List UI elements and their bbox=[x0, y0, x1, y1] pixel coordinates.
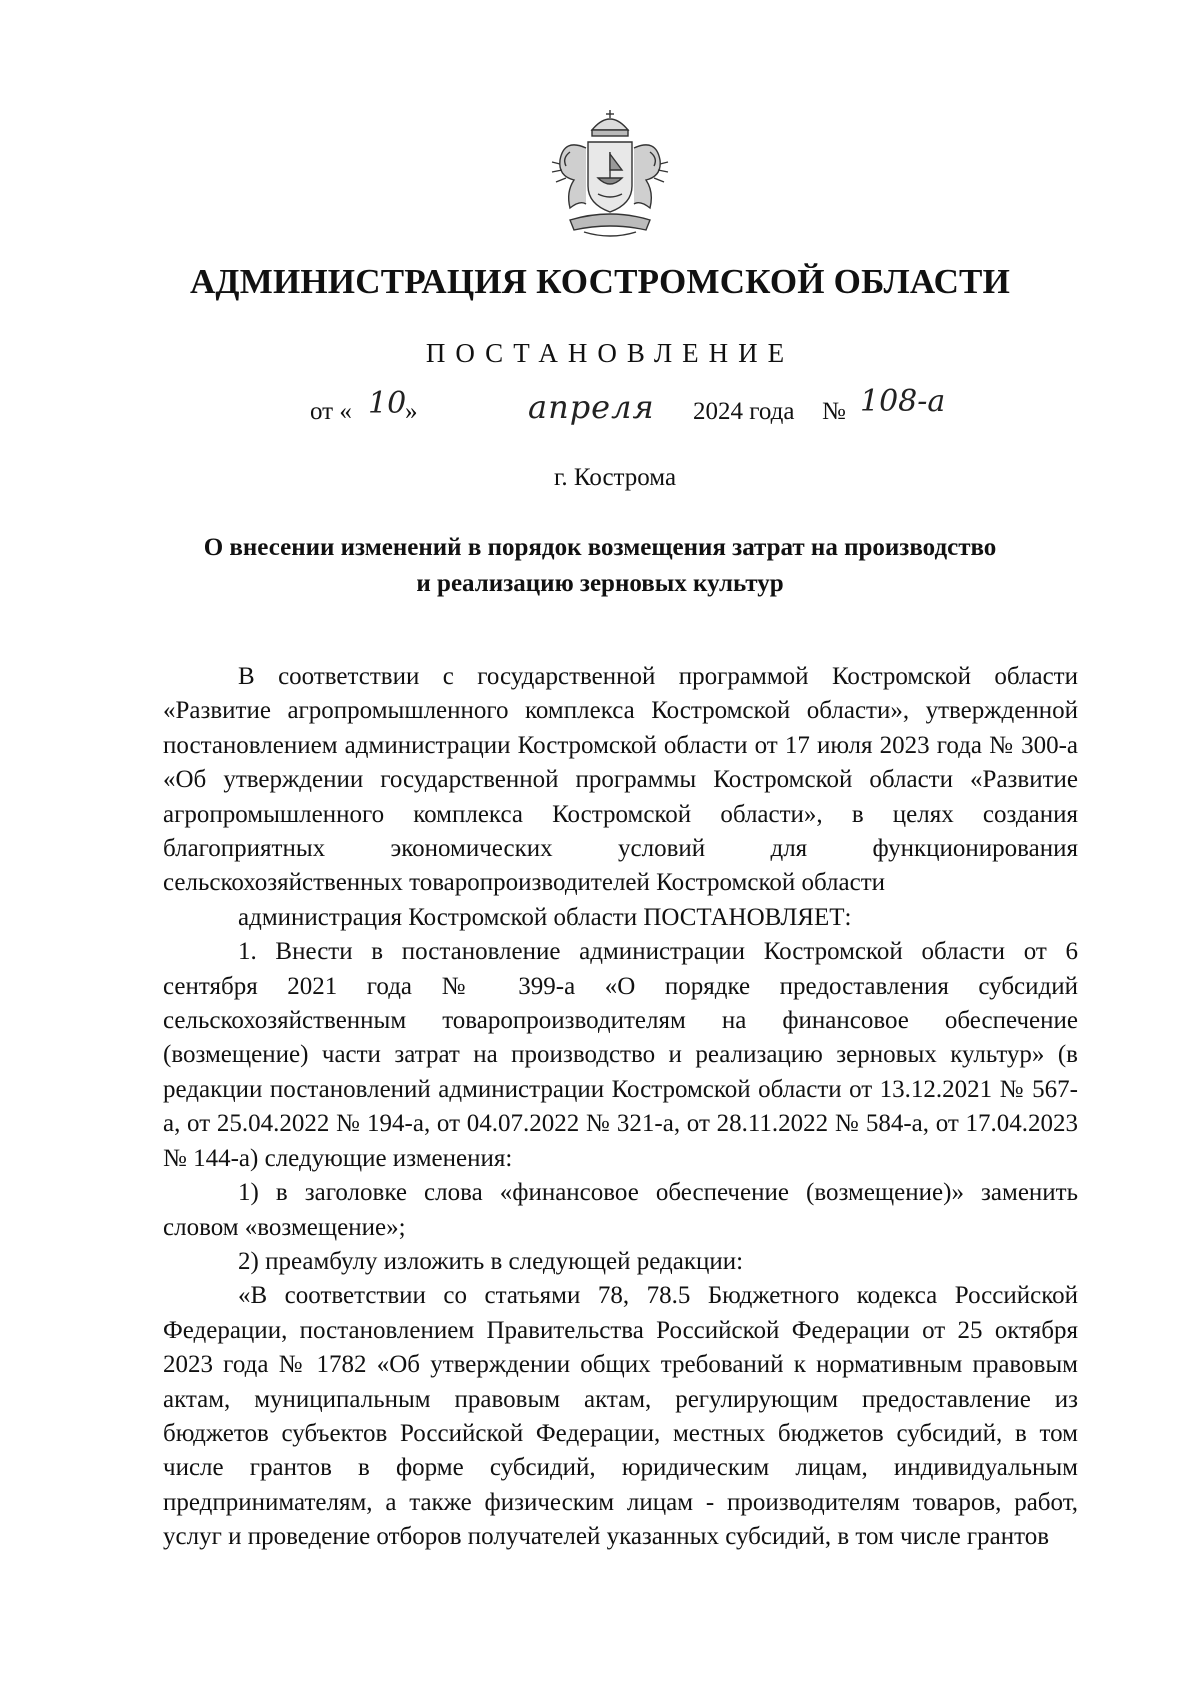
date-closing-quote: » bbox=[405, 398, 418, 425]
paragraph-item-1: 1. Внести в постановление администрации Костромской области от 6 сентября 2021 года № 399-а «О порядке предоставления субсидий сельскохозяйственным товаропроизводителям на финансовое обеспечение (возмещение) части затрат на производство и реализацию зерновых культур» (в редакции постановлений администрации Костромской области от 13.12.2021 № 567-а, от 25.04.2022 № 194-а, от 04.07.2022 № 321-а, от 28.11.2022 № 584-а, от 17.04.2023 № 144-а) следующие изменения: bbox=[163, 938, 1078, 1172]
date-day-handwritten: 10 bbox=[368, 386, 407, 421]
paragraph-new-preamble: «В соответствии со статьями 78, 78.5 Бюджетного кодекса Российской Федерации, постановлением Правительства Российской Федерации от 25 октября 2023 года № 1782 «Об утверждении общих требований к нормативным правовым актам, муниципальным правовым актам, регулирующим предоставление из бюджетов субъектов Российской Федерации, местных бюджетов субсидий, в том числе грантов в форме субсидий, юридическим лицам, индивидуальным предпринимателям, а также физическим лицам - производителям товаров, работ, услуг и проведение отборов получателей указанных субсидий, в том числе грантов bbox=[163, 1282, 1078, 1551]
date-month-handwritten: апреля bbox=[528, 388, 655, 426]
paragraph-subitem-2: 2) преамбулу изложить в следующей редакции: bbox=[238, 1247, 744, 1275]
city-name: г. Кострома bbox=[553, 464, 677, 491]
organization-name: АДМИНИСТРАЦИЯ КОСТРОМСКОЙ ОБЛАСТИ bbox=[189, 262, 1011, 301]
document-title-line-2: и реализацию зерновых культур bbox=[416, 570, 784, 597]
paragraph-resolves: администрация Костромской области ПОСТАНОВЛЯЕТ: bbox=[238, 903, 852, 931]
date-prefix: от « bbox=[310, 398, 352, 425]
document-title-line-1: О внесении изменений в порядок возмещения затрат на производство bbox=[203, 534, 997, 561]
document-number-handwritten: 108-а bbox=[860, 384, 946, 419]
document-title bbox=[150, 530, 1050, 602]
paragraph-subitem-1: 1) в заголовке слова «финансовое обеспечение (возмещение)» заменить словом «возмещение»; bbox=[163, 1179, 1078, 1241]
number-prefix: № bbox=[822, 398, 846, 425]
document-body bbox=[163, 660, 1078, 1555]
paragraph-preamble: В соответствии с государственной программой Костромской области «Развитие агропромышленного комплекса Костромской области», утвержденной постановлением администрации Костромской области от 17 июля 2023 года № 300-а «Об утверждении государственной программы Костромской области «Развитие агропромышленного комплекса Костромской области», в целях создания благоприятных экономических условий для функционирования сельскохозяйственных товаропроизводителей Костромской области bbox=[163, 663, 1078, 897]
date-year: 2024 года bbox=[693, 398, 795, 425]
coat-of-arms-emblem bbox=[540, 108, 680, 248]
document-type: ПОСТАНОВЛЕНИЕ bbox=[425, 338, 795, 368]
